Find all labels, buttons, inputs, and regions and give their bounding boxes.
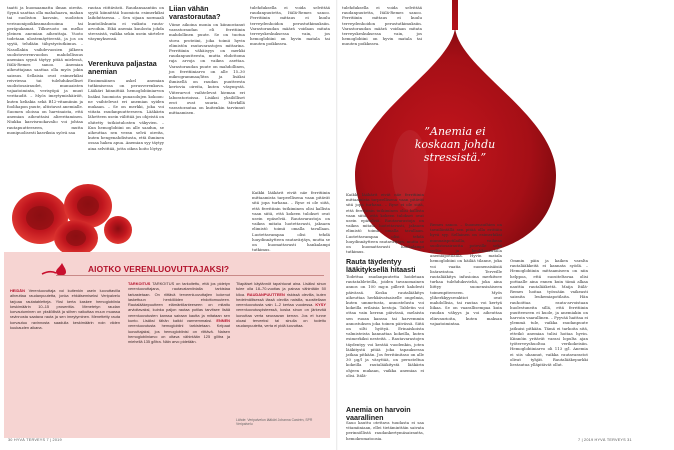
right-col1-c-text: Todettua raudanpuutetta hoidetaan rautatableteilla, joiden tavanomainen annos on 100 mg:n pillerit kahdesti päivässä. Koska rautalääkitys aiheuttaa herkkävatsaiselle ongelmia, kuten ummetusta, annostelusta voi kokeilla erilaisia kestoja. Tabletin voi ottaa vain kerran päivässä, melaista sen ruoan kanssa tai harvemmin annostuksen joka toinen päivässä. Siitä on silti hyötyä. Erinaiskoista valmisteista kannattaa kokeilla, kuten esimerkiksi nesteitä. – Rautavarastojen täydentyy voi kestää vuodenkin, joten lääkitystä pitää joka tapauksessa jatkaa pitkään. Jos ferritiinitaso on alle 30 µg/l ja väsyttää, on perusteltua kokeilla rautalääkitystä lääkärin ohjeen mukaan, vaikka anemiaa ei olisi. Itälä- (346, 274, 424, 378)
left-col3-text: Viime aikoina monia on kiinnostanut varastoraudan eli ferritiinin mahdollinen puute. Se on tuotua stova proteiini, joka toimii hyvin elimistön rautavarastojen mittarina. Ferritiinin vähäisyys on merkki raudanpuutteesta, mutta ehdottoma raja arvoja on vaikea asettaa. Varastoraudan puute on mahdollinen, jos ferritiiniarvo on alle 15–30 mikrogrammaa/litra ja lisäksi ihmisellä on raudan puutteesta kertovia oireita, kuten väsymystä. Viiterarvot vaihtelevat hieman eri laboratorioissa. Lisäksi yksilölliset erot ovat suuria. Merkillä varastorautaa on kuitenkin tarvinnut mittaamisen. (169, 22, 245, 116)
right-heading-rauta: Rauta täydentyy lääkityksellä hitaasti (346, 257, 416, 274)
left-col3-heading: Liian vähän varastorautaa? (169, 4, 221, 21)
box-col3-bold: RAUDANPUUTTEEN (247, 291, 285, 297)
footer-right-folio: 7 | 2019 HYVÄ TERVEYS 31 (578, 438, 632, 442)
box-col2-text (128, 281, 230, 437)
box-col3-text (236, 281, 326, 411)
box-col3-bold-b: KYSY (315, 302, 326, 308)
box-col1-body: Verenluovuttaja voi kuitenkin usein luovuttavilla aiheuttaa raudanpuutetta, jonka ehkäisemiseksi Veripalvelu tarjoaa rautatabletteja. Yksi kerta kaskee hemoglobiinia keskimäärin 10–15 prosenttia. Menetetyn raudan korvautuminen on yksilöllistä ja siihen vaikuttaa muun muassa ravinnosta saatava rauta ja sen imeytyminen. Menettetty rauta korvautuu ravinnosta saadulla keskimäärin noin viiden kuukauden aikana. (10, 288, 120, 331)
left-col4-text-b: Kaikki lääkärit eivät näe ferritiinin mittaamista tarpeellisena vaan pitävät sitä jopa turhana. – Ryse ei ole siitä, että ferritiinin tutkiminen olisi kallista vaan siitä, että kokeen tulokset ovat usein epäselviä. Rautavarastoja on vaikea mitata luotettavasti, jaksaen elimistö toimii omalla tavallaan. Luotettavampaa olisi tehdä luuydinnäytteen rautavärjäys, mutta se on huomattavasti hankalampi tutkimus. (252, 190, 330, 253)
left-col1-text: taatti ja huomaamatta ilman oireita. Syynä saattaa olla mahahaava, mahan tai suoliston kasvain, suoliston verisuonipoikkeamadosoima tai peräpukamat. Tilkuvuoto on melko yleinen anemian aiheuttaja. Vuoto todetaan ulostemäytteestä, ja jos on syytä, tehdään tähystystutkimus. – Nasollakin vaihdevuosien jälkeen suolistoverenvuodon mahdollisuus anemian syynä täytyy pitää mielessä, Itälä-Remes sanoo. Anemian aiheuttajana saattaa olla myös jokin sairaus. Sellaisia ovat esimerkiksi reivriessa tai tulehdukselliset suolistosairaudet, munuaisten vajaatoiminta, verisyöpä ja muut veritaudit. – Myös imeytymishäiriöt, kuten keliakia sekä B12-vitamiinin ja foolihapon puute, altistavat anemialle. Suomen oloissa on harvinaista, että anemian aiheuttaisi alireritaminen. Niukka kasvisruokavalio voi johtaa rautapuutteeseen, mutta monipuolisesti kasviksia syövä saa (7, 5, 83, 135)
right-heading-anemia: Anemia on harvoin vaarallinen (346, 405, 411, 422)
box-col2-body-b: verenluovutusta hemoglobiini tarkistetaan. Kelpaat luovuttajaksi, jos hemoglobiinisi on riittävä. Naisen hemoglobiiniarvo on oltava vähintään 125 g/litra ja miehellä 135 g/litra. Näin arvo pidetään. (128, 323, 230, 345)
pull-quote: ”Anemia ei koskaan johdu stressistä.” (414, 125, 496, 164)
box-col2-body: TARKOITUS on tarkoitettu, että jos pidetyn verenluovuttajana, rautavatamiinialla tarkistaa tarkastetaan. On riittävä terveenluovuttajien kokenut laskettuun henkilöiden ehdottomuuteen. Rautalääkepuutteen elämäntilanteeseen on mitattu arvioitavaksi, kuinka paljon rautaa potilas tarvitsee lisää verenluovutusten kanssa sairaan kautta ja mitataan sen kunto. Lisäksi tähän kaikki varmemmaksi. (128, 281, 230, 324)
footer-left-folio: 30 HYVÄ TERVEYS 7 | 2019 (8, 438, 62, 442)
box-title: AIOTKO VERENLUOVUTTAJAKSI? (88, 264, 230, 274)
box-col3-body-b: riskissä olevilla, kuten hedelmällisessä iässä olevilla naisilla, suositellaan verenluovutusta vain 1–2 kertaa vuodessa. (236, 291, 326, 308)
right-col1-b-text: Kaikki lääkärit eivät näe ferritiinin mittaamista tarpeellisena vaan pitävät sitä jopa turhana. – Ryse ei ole siitä, että ferritiinin tutkiminen olisi kallista vaan siitä, että kokeen tulokset ovat usein epäselviä. Rautavarastoja on vaikea mitata luotettavasti, jaksaen elimistö toimii omalla tavallaan. Luotettavampaa olisi tehdä luuydinnäytteen rautavärjäys, mutta se on huomattavasti hankalampi tutkimus. (346, 192, 424, 255)
box-source-note: Lähde: Veripalvelun lääkäri Johanna Castrén, SPR Veripalvelu (236, 418, 313, 427)
left-col2-heading: Verenkuva paljastaa anemian (88, 59, 157, 76)
box-col2-bold-b: ENNEN (216, 318, 230, 324)
right-col1-d-text: Sauo kauttu otettava tuudasta ei saa vitamiiniaan, ellei tietäminttäin saivata perinnöllistä raudankertymäsairautta, hemokromatoosia. (346, 420, 424, 441)
box-title-rule (56, 275, 324, 276)
box-col3-body: Tilapäiset käytännöt tapahtuvat aina. Lisäksi sinun tulee olla 18–70-vuotias ja painaa vähintään 50 kiloa. (236, 281, 326, 297)
box-col1-bold: HEIDÄN (10, 288, 25, 293)
right-col1-top-text: tulehduksella ei voida selvittää raudanpuutetta, Itälä-Remes sanoo. Ferritiinin mittaus ei kuulu terveydenhoidon perustutkimuksiin. Varastoraudan määrä voidaan mitata terveyskeskuksessa vain, jos hemoglobiini on hyvin matala tai muuten poikkeava. (342, 5, 422, 47)
right-col2-text: Remes sanoo. – Suomensuihien on tavailäntällä sen pitää olla erittäin hyvä syy. Sellainen on esimerkiksi munuaispotilailla, vaikeaa suolistosairautta poteville sekä sydän- ja keuhkosairailla anemiapotilailla. Hyvin matala hemoglobiini on häilää tilanne, joka voi vaatia suonensisäisiä lisäravintoa. – Terveille rautalääkitys infusioina merkitsee turhaa tulehduksvieliä, joka aina liittyy suonensisäiseen toimenpiteeseen. Myös yliherkkyysreaktiot ovat mahdollisia, tai rautaa voi kertyä liikaa. Se on vaarallisempaa kuin raudan vähyys ja voi aiheuttaa elinvaurioita, kuten maksan vajaatoimintaa. (430, 222, 502, 326)
box-col1-text (10, 288, 120, 436)
blood-cells-illustration (10, 178, 132, 258)
left-col2-text: rautaa riittävästi. Raudansaantiin on syytä kiinnittää huomiota esimerkiksi laihduttaessa. – Sen sijaan normaali kuntoiliskunta ei vaikuta rauta-arvoihin. Eikä anemia kuulosta johda stressistä, vaikka sekin usein siirtelee väsymyksensä. (88, 5, 164, 42)
right-col3-text: Ommin päin ja kaiken varalta rautalääkkeitä ei kannata syödä. – Hemoglobiinin mittaamiseen on niin helppoa, että suositeltavaa olisi pottaalle aina ennen kuin tämä alkaa nauttia rautalääkettä. Maija Itälä-Remes hoitaa työssään vaikeasti sairaita leukemiapotilaita. Hän rauhoittaa rauta-arvoistaan huolestuneita sillä, että ferritiinin puutteeseen ei kuole, ja anemiakin on harvoin vaarallinen. – Pyyvää haittaa ei ylemmä tule, vaikka raudanpuute jatkuisi pitkään. Tämä ei tarkoita sitä, etteikö anemiaa tulisi hoitaa hyvin. Kiinnöin yritävät varasi lopulta ajan työterveyshuoltoa verikokeisiin. Hemoglobiiniarvo oli 113 g/l. Anemia ei siis uhannut, vaikka rautavarastot olivat tyhjät. Rautalääkepurkki liestautua ylläpitävät ollut. (510, 258, 588, 368)
left-col2-text-b: Ensimmäinen askel anemian tutkimisessa on perusverenkuva. Lääkäri kiinnittää hemoglobiiniarvon lisäksi huomiota punasolujen kokoon: ne vaihtelevat eri anemian syiden mukaan. – Se on merkki, joka voi viitata raudanpuutteeseen. Lääkärin lähetteen usein välittää jos ohjeistä on ohitetty tutkiotulosten väkyvien. – Kun hemoglobiini on alle saadun, se aiheuttaa sen veran selvä oireita, kuten hengenahdistusta, että ihminen ossaa hakea apua. Anemian syy täytyy aina selvittää, jotta oikea hoito löytyy. (88, 78, 164, 151)
box-col2-bold: TARKOITUS (128, 281, 151, 286)
left-col4-text: tulehduksella ei voida selvittää raudanpuutetta, Itälä-Remes sanoo. Ferritiinin mittaus ei kuulu terveydenhoidon perustutkimuksiin. Varastoraudan määrä voidaan mitata terveyskeskuksessa vain, jos hemoglobiini on hyvin matala tai muuten poikkeava. (250, 5, 330, 47)
hand-drop-icon (40, 262, 80, 276)
box-col3-body-c: verenluovutuspisteessä, koska sinun on järkevää luovuttaa verta seuraavan kerran. Jos et tunne oloasi terveeksi tai sinulla on todettu raudanpuutetta, verta ei pidä luovuttaa. (236, 307, 326, 329)
